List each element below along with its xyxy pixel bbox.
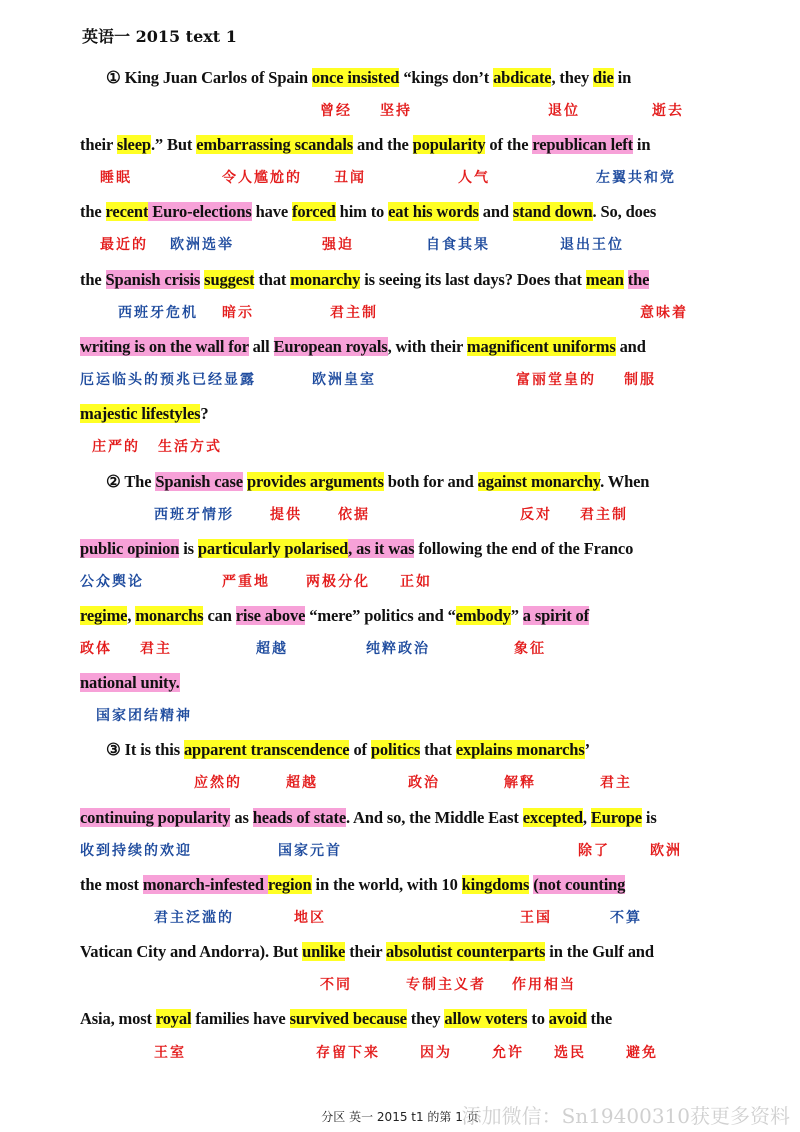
annotation-line [80, 639, 780, 659]
highlight-pink: monarch-infested [142, 875, 268, 894]
plain-text: , they [551, 68, 594, 87]
highlight-pink: , as it was [348, 539, 415, 558]
translation-note: 地区 [294, 910, 326, 926]
plain-text: and the [353, 135, 413, 154]
translation-note: 庄严的 [92, 439, 140, 455]
highlight-yellow: suggest [204, 270, 255, 289]
translation-note: 象征 [514, 641, 546, 657]
highlight-yellow: politics [370, 740, 421, 759]
translation-note: 制服 [624, 372, 656, 388]
page-footer: 分区 英一 2015 t1 的第 1 页 [321, 1110, 479, 1124]
translation-note: 收到持续的欢迎 [80, 843, 192, 859]
translation-note: 欧洲 [650, 843, 682, 859]
highlight-pink: writing is on the wall for [80, 337, 249, 356]
annotation-line [80, 101, 780, 121]
translation-note: 作用相当 [512, 977, 576, 993]
plain-text: . And so, the Middle East [346, 808, 523, 827]
highlight-yellow: majestic lifestyles [80, 404, 201, 423]
highlight-pink: Euro-elections [148, 202, 252, 221]
highlight-yellow: forced [291, 202, 336, 221]
text-line [80, 940, 654, 964]
text-line [80, 268, 649, 292]
annotation-line [80, 370, 780, 390]
plain-text: ? [200, 404, 209, 423]
translation-note: 生活方式 [158, 439, 222, 455]
translation-note: 国家团结精神 [96, 708, 192, 724]
translation-note: 不同 [320, 977, 352, 993]
watermark: 添加微信：Sn19400310获更多资料 [461, 1104, 790, 1128]
text-line [80, 873, 625, 897]
annotation-line [80, 841, 780, 861]
annotation-line [80, 505, 780, 525]
translation-note: 君主泛滥的 [154, 910, 234, 926]
plain-text: . So, does [592, 202, 657, 221]
translation-note: 人气 [458, 170, 490, 186]
annotation-line [80, 303, 780, 323]
highlight-pink: a spirit of [522, 606, 589, 625]
plain-text: families have [191, 1009, 290, 1028]
translation-note: 除了 [578, 843, 610, 859]
translation-note: 不算 [610, 910, 642, 926]
highlight-pink: heads of state [252, 808, 346, 827]
highlight-yellow: provides arguments [246, 472, 384, 491]
plain-text: in the Gulf and [545, 942, 654, 961]
highlight-yellow: region [267, 875, 312, 894]
highlight-yellow: against monarchy [477, 472, 601, 491]
translation-note: 存留下来 [316, 1045, 380, 1061]
highlight-yellow: avoid [548, 1009, 587, 1028]
translation-note: 欧洲选举 [170, 237, 234, 253]
plain-text: the most [80, 875, 143, 894]
plain-text: “kings don’t [399, 68, 494, 87]
translation-note: 专制主义者 [406, 977, 486, 993]
highlight-yellow: sleep [116, 135, 151, 154]
translation-note: 因为 [420, 1045, 452, 1061]
annotation-line [80, 235, 780, 255]
annotation-line [80, 572, 780, 592]
plain-text: him to [335, 202, 389, 221]
plain-text: in [613, 68, 632, 87]
highlight-pink: rise above [235, 606, 306, 625]
translation-note: 超越 [286, 775, 318, 791]
highlight-yellow: royal [155, 1009, 192, 1028]
page-title: 英语一 2015 text 1 [82, 27, 237, 46]
translation-note: 丑闻 [334, 170, 366, 186]
plain-text: that [420, 740, 456, 759]
highlight-yellow: die [593, 68, 614, 87]
highlight-yellow: excepted [522, 808, 583, 827]
highlight-yellow: unlike [302, 942, 346, 961]
highlight-yellow: particularly polarised [197, 539, 349, 558]
plain-text: Asia, most [80, 1009, 156, 1028]
translation-note: 退位 [548, 103, 580, 119]
translation-note: 避免 [626, 1045, 658, 1061]
plain-text: and [478, 202, 513, 221]
plain-text: as [230, 808, 253, 827]
translation-note: 曾经 [320, 103, 352, 119]
text-line [106, 738, 590, 762]
annotation-line [80, 168, 780, 188]
text-line [80, 133, 650, 157]
highlight-pink: (not counting [533, 875, 626, 894]
text-line [80, 200, 656, 224]
translation-note: 君主 [600, 775, 632, 791]
plain-text: ③ It is this [106, 740, 184, 759]
translation-note: 正如 [400, 574, 432, 590]
highlight-yellow: absolutist counterparts [386, 942, 546, 961]
translation-note: 西班牙情形 [154, 507, 234, 523]
translation-note: 君主制 [330, 305, 378, 321]
translation-note: 允许 [492, 1045, 524, 1061]
translation-note: 政体 [80, 641, 112, 657]
plain-text: .” But [150, 135, 197, 154]
highlight-yellow: kingdoms [461, 875, 530, 894]
annotation-line [80, 908, 780, 928]
translation-note: 坚持 [380, 103, 412, 119]
highlight-pink: public opinion [80, 539, 180, 558]
translation-note: 令人尴尬的 [222, 170, 302, 186]
plain-text: ” [510, 606, 523, 625]
plain-text: is seeing its last days? Does that [360, 270, 586, 289]
highlight-yellow: embody [455, 606, 511, 625]
translation-note: 王室 [154, 1045, 186, 1061]
highlight-yellow: popularity [412, 135, 486, 154]
text-line [106, 66, 631, 90]
translation-note: 厄运临头的预兆已经显露 [80, 372, 256, 388]
highlight-yellow: recent [105, 202, 149, 221]
translation-note: 超越 [256, 641, 288, 657]
translation-note: 政治 [408, 775, 440, 791]
highlight-pink: European royals [273, 337, 388, 356]
plain-text: of [349, 740, 371, 759]
translation-note: 纯粹政治 [366, 641, 430, 657]
highlight-yellow: allow voters [444, 1009, 528, 1028]
highlight-yellow: survived because [289, 1009, 407, 1028]
translation-note: 强迫 [322, 237, 354, 253]
translation-note: 选民 [554, 1045, 586, 1061]
highlight-yellow: once insisted [311, 68, 400, 87]
highlight-yellow: regime [80, 606, 128, 625]
highlight-pink: national unity. [80, 673, 180, 692]
translation-note: 西班牙危机 [118, 305, 198, 321]
plain-text: is [179, 539, 198, 558]
text-line [80, 671, 180, 695]
plain-text: in [632, 135, 651, 154]
text-line [80, 335, 646, 359]
translation-note: 国家元首 [278, 843, 342, 859]
plain-text: that [254, 270, 291, 289]
translation-note: 富丽堂皇的 [516, 372, 596, 388]
plain-text: the [586, 1009, 613, 1028]
translation-note: 王国 [520, 910, 552, 926]
highlight-yellow: magnificent uniforms [466, 337, 616, 356]
highlight-yellow: eat his words [388, 202, 479, 221]
translation-note: 自食其果 [426, 237, 490, 253]
text-line [80, 537, 633, 561]
plain-text: the [80, 270, 106, 289]
plain-text: both for and [383, 472, 478, 491]
plain-text: their [345, 942, 387, 961]
annotation-line [80, 975, 780, 995]
plain-text: all [248, 337, 274, 356]
plain-text: in the world, with 10 [311, 875, 462, 894]
plain-text: “mere” politics and “ [305, 606, 456, 625]
plain-text: is [641, 808, 657, 827]
highlight-pink: Spanish crisis [105, 270, 201, 289]
plain-text: ② The [106, 472, 156, 491]
highlight-yellow: monarchs [135, 606, 204, 625]
plain-text: ’ [584, 740, 590, 759]
highlight-pink: the [627, 270, 650, 289]
plain-text: of the [485, 135, 533, 154]
text-line [106, 470, 649, 494]
translation-note: 意味着 [640, 305, 688, 321]
plain-text: have [251, 202, 292, 221]
highlight-pink: Spanish case [155, 472, 243, 491]
plain-text: can [203, 606, 236, 625]
plain-text: and [615, 337, 646, 356]
translation-note: 反对 [520, 507, 552, 523]
plain-text: Vatican City and Andorra). But [80, 942, 303, 961]
translation-note: 两极分化 [306, 574, 370, 590]
translation-note: 欧洲皇室 [312, 372, 376, 388]
translation-note: 最近的 [100, 237, 148, 253]
annotation-line [80, 437, 780, 457]
translation-note: 严重地 [222, 574, 270, 590]
translation-note: 暗示 [222, 305, 254, 321]
plain-text: the [80, 202, 106, 221]
translation-note: 公众舆论 [80, 574, 144, 590]
plain-text: their [80, 135, 117, 154]
highlight-pink: continuing popularity [80, 808, 231, 827]
translation-note: 君主 [140, 641, 172, 657]
highlight-yellow: apparent transcendence [183, 740, 350, 759]
annotation-line [80, 706, 780, 726]
plain-text: , [127, 606, 136, 625]
highlight-pink: republican left [532, 135, 633, 154]
translation-note: 解释 [504, 775, 536, 791]
text-line [80, 1007, 612, 1031]
plain-text: they [406, 1009, 445, 1028]
translation-note: 君主制 [580, 507, 628, 523]
translation-note: 退出王位 [560, 237, 624, 253]
highlight-yellow: embarrassing scandals [196, 135, 354, 154]
plain-text: ① King Juan Carlos of Spain [106, 68, 312, 87]
text-line [80, 806, 657, 830]
plain-text: following the end of the Franco [414, 539, 634, 558]
translation-note: 应然的 [194, 775, 242, 791]
translation-note: 提供 [270, 507, 302, 523]
plain-text: to [527, 1009, 549, 1028]
highlight-yellow: explains monarchs [455, 740, 585, 759]
highlight-yellow: stand down [512, 202, 593, 221]
annotation-line [80, 1043, 780, 1063]
text-line [80, 402, 209, 426]
highlight-yellow: Europe [590, 808, 642, 827]
translation-note: 依据 [338, 507, 370, 523]
plain-text: , with their [387, 337, 467, 356]
text-line [80, 604, 589, 628]
annotation-line [80, 773, 780, 793]
translation-note: 睡眠 [100, 170, 132, 186]
highlight-yellow: monarchy [290, 270, 361, 289]
plain-text: . When [600, 472, 650, 491]
plain-text: , [582, 808, 591, 827]
highlight-yellow: mean [585, 270, 624, 289]
highlight-yellow: abdicate [493, 68, 552, 87]
translation-note: 左翼共和党 [596, 170, 676, 186]
translation-note: 逝去 [652, 103, 684, 119]
